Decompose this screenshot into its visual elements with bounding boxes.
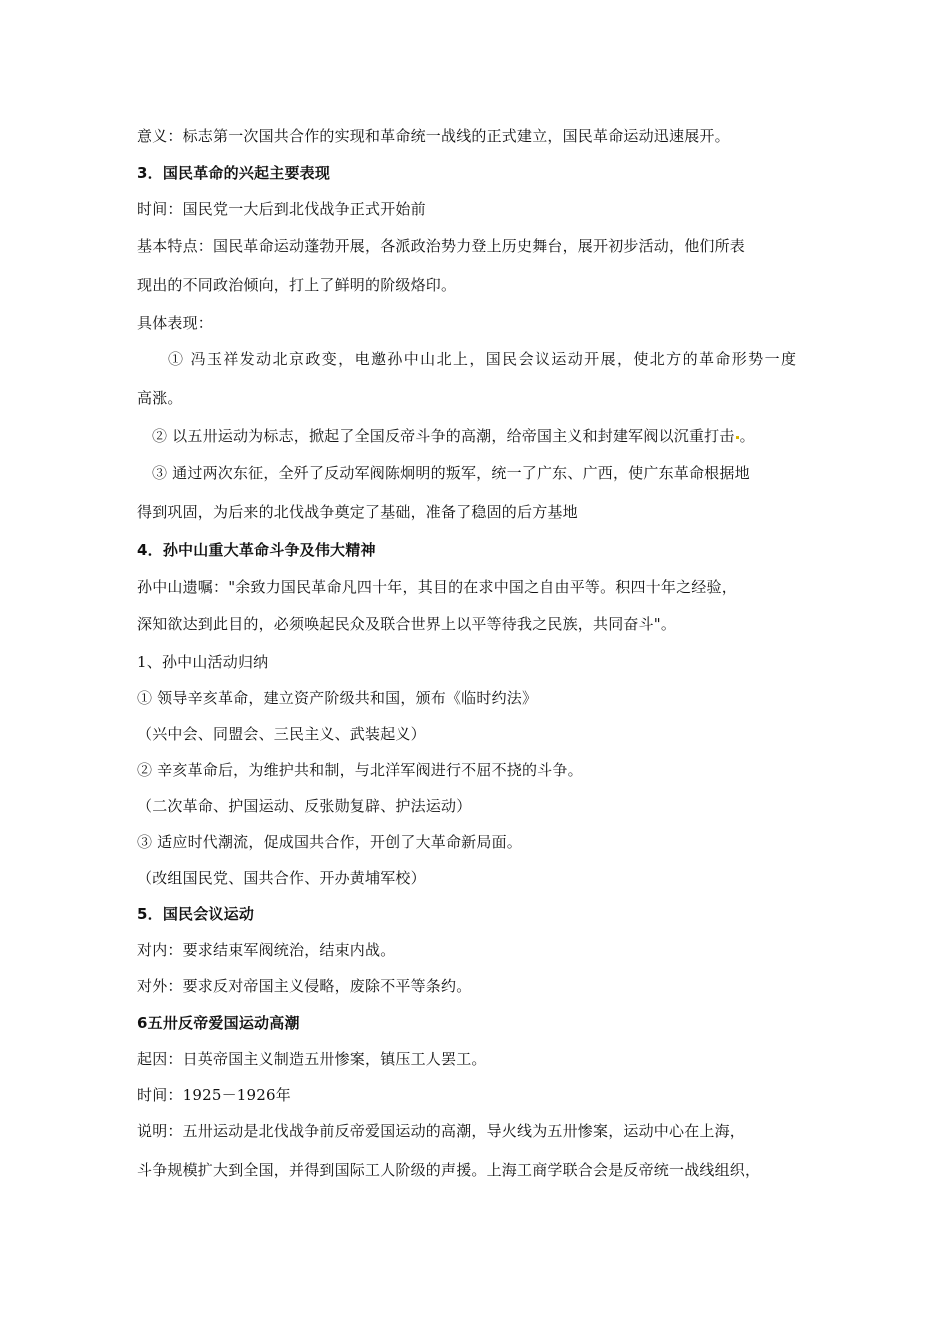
- activity-1-note: （兴中会、同盟会、三民主义、武装起义）: [137, 725, 426, 743]
- section-heading-4: 4．孙中山重大革命斗争及伟大精神: [137, 541, 376, 559]
- section-heading-3: 3．国民革命的兴起主要表现: [137, 164, 331, 182]
- list-item-2-end: 。: [739, 427, 755, 445]
- activity-3: ③ 适应时代潮流，促成国共合作，开创了大革命新局面。: [137, 833, 522, 851]
- highlight-mark: [736, 436, 739, 439]
- subheading-activities: 1、孙中山活动归纳: [137, 653, 269, 671]
- list-item-3-line-2: 得到巩固，为后来的北伐战争奠定了基础，准备了稳固的后方基地: [137, 503, 578, 521]
- paragraph-features-line-1: 基本特点：国民革命运动蓬勃开展，各派政治势力登上历史舞台，展开初步活动，他们所表: [137, 237, 746, 255]
- activity-1: ① 领导辛亥革命，建立资产阶级共和国，颁布《临时约法》: [137, 689, 538, 707]
- will-quote-line-1: 孙中山遗嘱："余致力国民革命凡四十年，其目的在求中国之自由平等。积四十年之经验，: [137, 578, 737, 596]
- list-item-3-line-1: ③ 通过两次东征，全歼了反动军阀陈炯明的叛军，统一了广东、广西，使广东革命根据地: [152, 464, 750, 482]
- activity-2-note: （二次革命、护国运动、反张勋复辟、护法运动）: [137, 797, 472, 815]
- paragraph-significance: 意义：标志第一次国共合作的实现和革命统一战线的正式建立，国民革命运动迅速展开。: [137, 127, 730, 145]
- paragraph-explanation-line-1: 说明：五卅运动是北伐战争前反帝爱国运动的高潮，导火线为五卅惨案，运动中心在上海，: [137, 1122, 746, 1140]
- paragraph-features-line-2: 现出的不同政治倾向，打上了鲜明的阶级烙印。: [137, 276, 457, 294]
- section-heading-5: 5．国民会议运动: [137, 905, 255, 923]
- section-heading-6: 6五卅反帝爱国运动高潮: [137, 1014, 300, 1032]
- list-item-1-line-2: 高涨。: [137, 389, 183, 407]
- paragraph-specifics-label: 具体表现：: [137, 314, 214, 332]
- list-item-1-line-1: ① 冯玉祥发动北京政变，电邀孙中山北上，国民会议运动开展，使北方的革命形势一度: [168, 350, 798, 368]
- activity-2: ② 辛亥革命后，为维护共和制，与北洋军阀进行不屈不挠的斗争。: [137, 761, 583, 779]
- paragraph-domestic: 对内：要求结束军阀统治，结束内战。: [137, 941, 396, 959]
- paragraph-cause: 起因：日英帝国主义制造五卅惨案，镇压工人罢工。: [137, 1050, 487, 1068]
- paragraph-explanation-line-2: 斗争规模扩大到全国，并得到国际工人阶级的声援。上海工商学联合会是反帝统一战线组织，: [137, 1161, 761, 1179]
- list-item-2-text: ② 以五卅运动为标志，掀起了全国反帝斗争的高潮，给帝国主义和封建军阀以沉重打击: [152, 427, 735, 445]
- activity-3-note: （改组国民党、国共合作、开办黄埔军校）: [137, 869, 426, 887]
- paragraph-foreign: 对外：要求反对帝国主义侵略，废除不平等条约。: [137, 977, 472, 995]
- list-item-2: [152, 426, 755, 446]
- will-quote-line-2: 深知欲达到此目的，必须唤起民众及联合世界上以平等待我之民族，共同奋斗"。: [137, 615, 677, 633]
- paragraph-time: 时间：国民党一大后到北伐战争正式开始前: [137, 200, 426, 218]
- paragraph-period: 时间：1925－1926年: [137, 1086, 291, 1104]
